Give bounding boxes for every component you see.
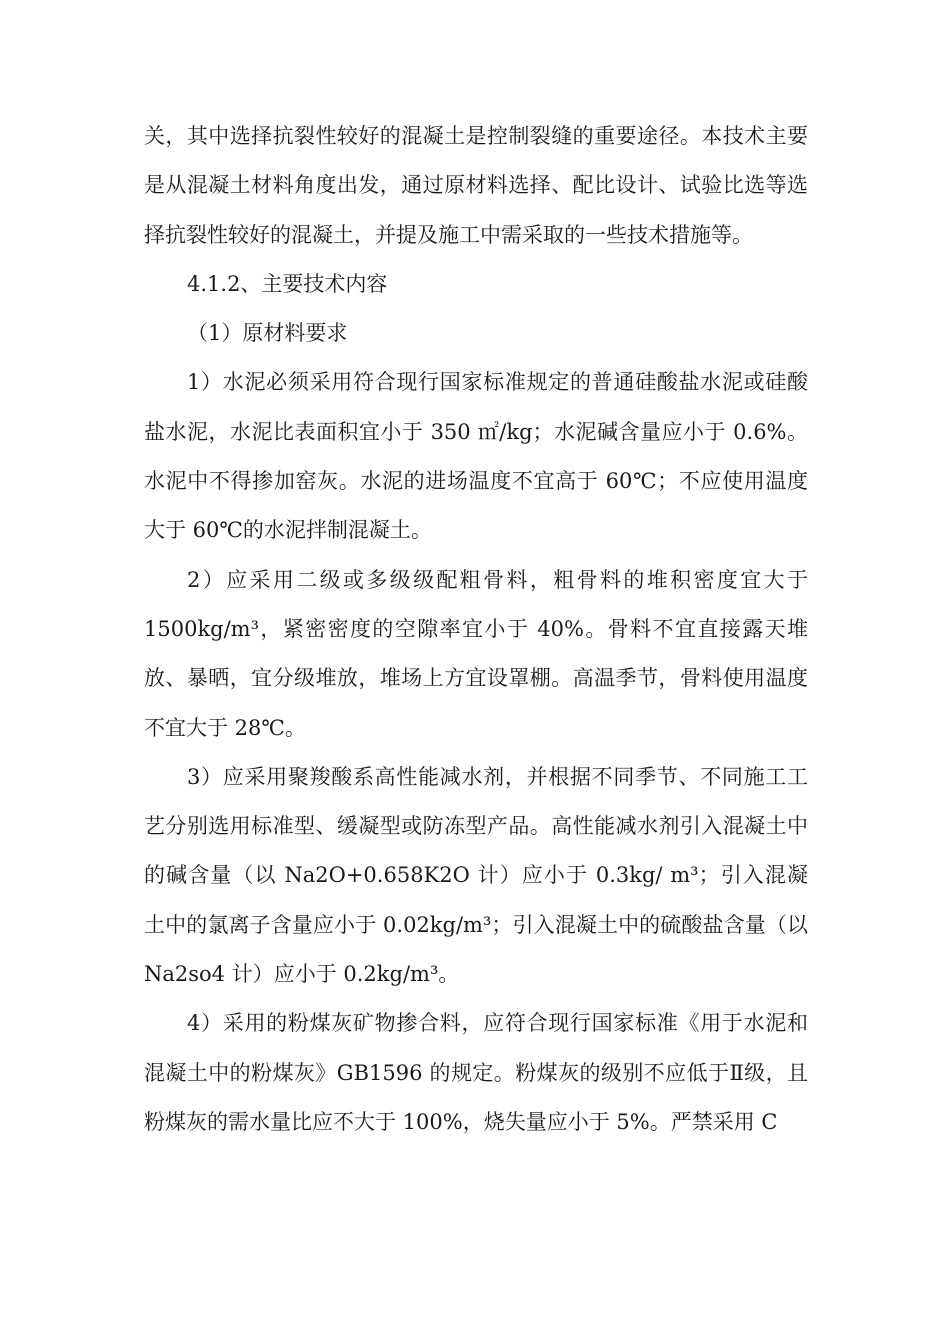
paragraph-cement: 1）水泥必须采用符合现行国家标准规定的普通硅酸盐水泥或硅酸盐水泥，水泥比表面积宜小于 350 ㎡/kg；水泥碱含量应小于 0.6%。水泥中不得掺加窑灰。水泥的进场温度不宜高于 60℃；不应使用温度大于 60℃的水泥拌制混凝土。 xyxy=(144,370,808,543)
paragraph-coarse-aggregate: 2）应采用二级或多级级配粗骨料，粗骨料的堆积密度宜大于 1500kg/m³，紧密密度的空隙率宜小于 40%。骨料不宜直接露天堆放、暴晒，宜分级堆放，堆场上方宜设罩棚。高温季节，骨料使用温度不宜大于 28℃。 xyxy=(144,567,808,740)
section-heading-4-1-2: 4.1.2、主要技术内容 xyxy=(187,271,388,296)
paragraph-water-reducer: 3）应采用聚羧酸系高性能减水剂，并根据不同季节、不同施工工艺分别选用标准型、缓凝型或防冻型产品。高性能减水剂引入混凝土中的碱含量（以 Na2O+0.658K2O 计）应小于 0.3kg/ m³；引入混凝土中的氯离子含量应小于 0.02kg/m³；引入混凝土中的硫酸盐含量（以 Na2so4 计）应小于 0.2kg/m³。 xyxy=(144,764,808,987)
paragraph-fly-ash: 4）采用的粉煤灰矿物掺合料，应符合现行国家标准《用于水泥和混凝土中的粉煤灰》GB1596 的规定。粉煤灰的级别不应低于Ⅱ级，且粉煤灰的需水量比应不大于 100%，烧失量应小于 5%。严禁采用 C xyxy=(144,1011,808,1134)
body-text xyxy=(144,112,808,1147)
subsection-heading-raw-materials: （1）原材料要求 xyxy=(187,321,348,346)
paragraph-continued-intro: 关，其中选择抗裂性较好的混凝土是控制裂缝的重要途径。本技术主要是从混凝土材料角度出发，通过原材料选择、配比设计、试验比选等选择抗裂性较好的混凝土，并提及施工中需采取的一些技术措施等。 xyxy=(144,124,808,247)
